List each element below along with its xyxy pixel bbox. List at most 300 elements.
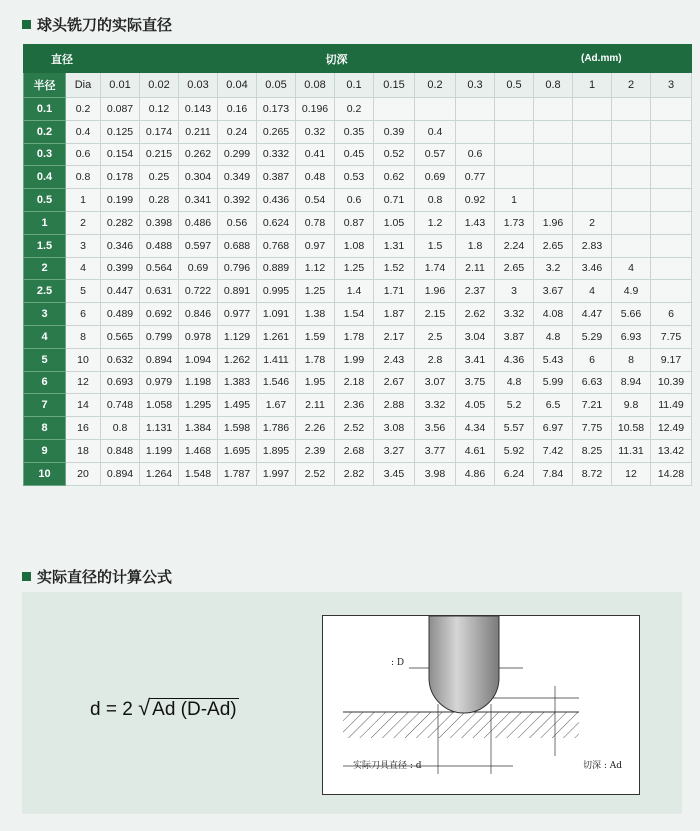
value-cell: 0.332 [257, 143, 296, 166]
table-row [24, 166, 692, 189]
value-cell: 2.26 [296, 417, 335, 440]
radius-cell: 3 [24, 303, 66, 326]
section-title-formula [22, 566, 172, 587]
dia-cell: 20 [66, 462, 101, 485]
value-cell: 1.295 [179, 394, 218, 417]
value-cell: 4.9 [612, 280, 651, 303]
value-cell: 10.58 [612, 417, 651, 440]
value-cell: 0.174 [140, 120, 179, 143]
value-cell: 0.8 [415, 189, 456, 212]
value-cell: 0.392 [218, 189, 257, 212]
value-cell: 0.398 [140, 211, 179, 234]
value-cell [612, 189, 651, 212]
value-cell: 11.31 [612, 439, 651, 462]
value-cell: 2.5 [415, 325, 456, 348]
value-cell: 3.32 [495, 303, 534, 326]
radius-cell: 5 [24, 348, 66, 371]
table-row [24, 303, 692, 326]
radius-cell: 1 [24, 211, 66, 234]
value-cell: 9.8 [612, 394, 651, 417]
dia-cell: 8 [66, 325, 101, 348]
value-cell: 1.25 [296, 280, 335, 303]
formula-lhs: d = 2 [90, 699, 133, 720]
value-cell: 0.154 [101, 143, 140, 166]
value-cell: 3.56 [415, 417, 456, 440]
value-cell: 3.27 [374, 439, 415, 462]
value-cell: 6.5 [534, 394, 573, 417]
value-cell: 2.82 [335, 462, 374, 485]
header-depth: 切深 [101, 45, 573, 73]
value-cell: 1.8 [456, 234, 495, 257]
value-cell [573, 166, 612, 189]
value-cell: 1.74 [415, 257, 456, 280]
radius-cell: 9 [24, 439, 66, 462]
value-cell: 2.15 [415, 303, 456, 326]
dia-cell: 0.8 [66, 166, 101, 189]
value-cell: 1.495 [218, 394, 257, 417]
dia-cell: 0.4 [66, 120, 101, 143]
value-cell: 0.45 [335, 143, 374, 166]
value-cell: 1.73 [495, 211, 534, 234]
value-cell: 0.436 [257, 189, 296, 212]
value-cell: 0.894 [101, 462, 140, 485]
value-cell: 6.63 [573, 371, 612, 394]
value-cell: 0.977 [218, 303, 257, 326]
radius-cell: 7 [24, 394, 66, 417]
value-cell: 2.43 [374, 348, 415, 371]
value-cell [612, 234, 651, 257]
value-cell: 0.722 [179, 280, 218, 303]
label-ad: 切深 : Ad [583, 761, 623, 771]
value-cell: 0.28 [140, 189, 179, 212]
value-cell: 0.92 [456, 189, 495, 212]
radius-cell: 10 [24, 462, 66, 485]
radius-cell: 0.1 [24, 98, 66, 121]
value-cell: 1.12 [296, 257, 335, 280]
value-cell: 0.173 [257, 98, 296, 121]
table-header-row [24, 45, 692, 73]
value-cell: 2.65 [534, 234, 573, 257]
table-row [24, 211, 692, 234]
value-cell: 1.264 [140, 462, 179, 485]
value-cell: 0.2 [335, 98, 374, 121]
value-cell: 1.43 [456, 211, 495, 234]
value-cell: 0.97 [296, 234, 335, 257]
value-cell: 3.07 [415, 371, 456, 394]
value-cell: 0.692 [140, 303, 179, 326]
value-cell: 1.71 [374, 280, 415, 303]
value-cell: 1 [495, 189, 534, 212]
value-cell [612, 166, 651, 189]
value-cell: 2.52 [335, 417, 374, 440]
value-cell: 0.87 [335, 211, 374, 234]
value-cell: 0.693 [101, 371, 140, 394]
value-cell: 7.75 [573, 417, 612, 440]
table-row [24, 98, 692, 121]
depth-header: 0.08 [296, 73, 335, 98]
value-cell: 1.468 [179, 439, 218, 462]
value-cell: 0.62 [374, 166, 415, 189]
value-cell: 0.12 [140, 98, 179, 121]
dia-cell: 2 [66, 211, 101, 234]
diameter-table [23, 44, 692, 486]
value-cell [651, 257, 692, 280]
value-cell [651, 98, 692, 121]
value-cell: 0.768 [257, 234, 296, 257]
value-cell: 2.24 [495, 234, 534, 257]
value-cell: 0.16 [218, 98, 257, 121]
bullet-square-icon [22, 20, 31, 29]
value-cell: 3.32 [415, 394, 456, 417]
value-cell: 0.889 [257, 257, 296, 280]
section-title-text: 球头铣刀的实际直径 [37, 16, 173, 34]
depth-header: 1 [573, 73, 612, 98]
dia-cell: 3 [66, 234, 101, 257]
value-cell: 1.129 [218, 325, 257, 348]
value-cell [495, 166, 534, 189]
value-cell [415, 98, 456, 121]
value-cell: 1.411 [257, 348, 296, 371]
value-cell: 13.42 [651, 439, 692, 462]
value-cell [612, 98, 651, 121]
depth-header: 0.5 [495, 73, 534, 98]
dia-cell: 16 [66, 417, 101, 440]
value-cell: 3.45 [374, 462, 415, 485]
table-row [24, 143, 692, 166]
depth-header: 0.03 [179, 73, 218, 98]
formula [90, 695, 239, 721]
header-dia: Dia [66, 73, 101, 98]
value-cell: 2.11 [296, 394, 335, 417]
value-cell [534, 166, 573, 189]
value-cell [495, 143, 534, 166]
value-cell [573, 189, 612, 212]
value-cell: 0.265 [257, 120, 296, 143]
value-cell: 1.08 [335, 234, 374, 257]
value-cell [651, 120, 692, 143]
value-cell: 3.08 [374, 417, 415, 440]
value-cell: 1.997 [257, 462, 296, 485]
value-cell [573, 143, 612, 166]
value-cell: 8.72 [573, 462, 612, 485]
value-cell [573, 98, 612, 121]
radius-cell: 0.3 [24, 143, 66, 166]
value-cell: 1.786 [257, 417, 296, 440]
value-cell: 1.895 [257, 439, 296, 462]
value-cell: 0.299 [218, 143, 257, 166]
value-cell: 1.59 [296, 325, 335, 348]
value-cell: 1.96 [534, 211, 573, 234]
value-cell: 7.75 [651, 325, 692, 348]
value-cell [495, 120, 534, 143]
value-cell: 0.143 [179, 98, 218, 121]
value-cell: 3.2 [534, 257, 573, 280]
depth-header: 0.1 [335, 73, 374, 98]
value-cell: 0.399 [101, 257, 140, 280]
tool-body [429, 616, 499, 713]
value-cell: 0.979 [140, 371, 179, 394]
value-cell: 5.43 [534, 348, 573, 371]
value-cell: 1.99 [335, 348, 374, 371]
value-cell: 0.52 [374, 143, 415, 166]
value-cell: 4.47 [573, 303, 612, 326]
value-cell: 2.68 [335, 439, 374, 462]
value-cell: 0.125 [101, 120, 140, 143]
value-cell [651, 189, 692, 212]
section-title-ball-end-mill [22, 14, 172, 35]
value-cell: 5.29 [573, 325, 612, 348]
value-cell: 2.67 [374, 371, 415, 394]
value-cell: 0.78 [296, 211, 335, 234]
value-cell: 3 [495, 280, 534, 303]
value-cell: 1.95 [296, 371, 335, 394]
value-cell: 2.83 [573, 234, 612, 257]
value-cell [651, 211, 692, 234]
value-cell: 1.4 [335, 280, 374, 303]
value-cell [534, 189, 573, 212]
table-subheader-row [24, 73, 692, 98]
value-cell: 3.75 [456, 371, 495, 394]
value-cell: 1.787 [218, 462, 257, 485]
value-cell: 9.17 [651, 348, 692, 371]
value-cell: 0.387 [257, 166, 296, 189]
value-cell: 0.24 [218, 120, 257, 143]
value-cell: 5.66 [612, 303, 651, 326]
value-cell: 12.49 [651, 417, 692, 440]
value-cell: 0.349 [218, 166, 257, 189]
value-cell: 0.488 [140, 234, 179, 257]
value-cell: 11.49 [651, 394, 692, 417]
table-row [24, 394, 692, 417]
dia-cell: 0.2 [66, 98, 101, 121]
radius-cell: 1.5 [24, 234, 66, 257]
value-cell: 7.21 [573, 394, 612, 417]
value-cell: 0.978 [179, 325, 218, 348]
value-cell: 0.53 [335, 166, 374, 189]
value-cell: 0.486 [179, 211, 218, 234]
table-row [24, 462, 692, 485]
value-cell: 4.05 [456, 394, 495, 417]
depth-header: 0.3 [456, 73, 495, 98]
table-row [24, 417, 692, 440]
value-cell: 5.99 [534, 371, 573, 394]
depth-header: 0.04 [218, 73, 257, 98]
value-cell: 1.091 [257, 303, 296, 326]
value-cell: 0.35 [335, 120, 374, 143]
value-cell: 0.748 [101, 394, 140, 417]
value-cell: 3.77 [415, 439, 456, 462]
value-cell: 6.97 [534, 417, 573, 440]
value-cell: 1.261 [257, 325, 296, 348]
value-cell: 3.98 [415, 462, 456, 485]
label-d: 实际刀具直径 : d [353, 761, 422, 771]
value-cell: 1.131 [140, 417, 179, 440]
value-cell [612, 120, 651, 143]
value-cell: 0.6 [335, 189, 374, 212]
value-cell: 1.384 [179, 417, 218, 440]
dia-cell: 5 [66, 280, 101, 303]
value-cell: 1.548 [179, 462, 218, 485]
value-cell: 1.094 [179, 348, 218, 371]
value-cell: 0.282 [101, 211, 140, 234]
value-cell: 0.71 [374, 189, 415, 212]
value-cell: 2.8 [415, 348, 456, 371]
value-cell: 0.69 [179, 257, 218, 280]
value-cell: 5.57 [495, 417, 534, 440]
value-cell: 1.78 [335, 325, 374, 348]
value-cell: 1.67 [257, 394, 296, 417]
radius-cell: 6 [24, 371, 66, 394]
depth-header: 0.15 [374, 73, 415, 98]
value-cell: 5.92 [495, 439, 534, 462]
radius-cell: 4 [24, 325, 66, 348]
table-row [24, 189, 692, 212]
dia-cell: 12 [66, 371, 101, 394]
value-cell [534, 143, 573, 166]
value-cell: 0.6 [456, 143, 495, 166]
value-cell: 0.39 [374, 120, 415, 143]
value-cell: 0.199 [101, 189, 140, 212]
value-cell: 3.87 [495, 325, 534, 348]
value-cell: 0.624 [257, 211, 296, 234]
value-cell: 4 [612, 257, 651, 280]
value-cell: 7.42 [534, 439, 573, 462]
value-cell: 1.546 [257, 371, 296, 394]
value-cell [651, 234, 692, 257]
value-cell: 2.18 [335, 371, 374, 394]
value-cell: 2.62 [456, 303, 495, 326]
value-cell: 0.891 [218, 280, 257, 303]
value-cell: 0.56 [218, 211, 257, 234]
value-cell: 6.24 [495, 462, 534, 485]
table-row [24, 257, 692, 280]
value-cell: 0.796 [218, 257, 257, 280]
dia-cell: 14 [66, 394, 101, 417]
dia-cell: 6 [66, 303, 101, 326]
value-cell: 0.447 [101, 280, 140, 303]
value-cell: 0.597 [179, 234, 218, 257]
value-cell: 0.995 [257, 280, 296, 303]
table-row [24, 325, 692, 348]
value-cell: 8.25 [573, 439, 612, 462]
value-cell: 1.25 [335, 257, 374, 280]
value-cell: 1.695 [218, 439, 257, 462]
radius-cell: 0.2 [24, 120, 66, 143]
value-cell: 4.34 [456, 417, 495, 440]
header-diameter: 直径 [24, 45, 101, 73]
depth-header: 0.01 [101, 73, 140, 98]
value-cell: 0.848 [101, 439, 140, 462]
value-cell: 4 [573, 280, 612, 303]
value-cell: 2 [573, 211, 612, 234]
value-cell [374, 98, 415, 121]
value-cell: 0.087 [101, 98, 140, 121]
radius-cell: 0.5 [24, 189, 66, 212]
value-cell [456, 120, 495, 143]
value-cell: 3.67 [534, 280, 573, 303]
dia-cell: 1 [66, 189, 101, 212]
value-cell: 1.54 [335, 303, 374, 326]
value-cell: 0.77 [456, 166, 495, 189]
value-cell: 4.61 [456, 439, 495, 462]
value-cell: 6.93 [612, 325, 651, 348]
value-cell: 0.346 [101, 234, 140, 257]
value-cell: 10.39 [651, 371, 692, 394]
value-cell: 4.8 [534, 325, 573, 348]
value-cell: 0.215 [140, 143, 179, 166]
value-cell: 1.598 [218, 417, 257, 440]
value-cell: 1.383 [218, 371, 257, 394]
table-row [24, 439, 692, 462]
value-cell: 1.38 [296, 303, 335, 326]
table-row [24, 280, 692, 303]
value-cell: 3.04 [456, 325, 495, 348]
dia-cell: 18 [66, 439, 101, 462]
value-cell: 2.39 [296, 439, 335, 462]
value-cell: 1.5 [415, 234, 456, 257]
depth-header: 3 [651, 73, 692, 98]
value-cell: 0.4 [415, 120, 456, 143]
value-cell: 0.41 [296, 143, 335, 166]
value-cell: 6 [651, 303, 692, 326]
value-cell: 5.2 [495, 394, 534, 417]
dia-cell: 4 [66, 257, 101, 280]
value-cell: 2.17 [374, 325, 415, 348]
value-cell: 0.341 [179, 189, 218, 212]
value-cell: 2.52 [296, 462, 335, 485]
radical-sign: √ [138, 695, 151, 720]
label-D: : D [391, 658, 405, 668]
value-cell: 2.36 [335, 394, 374, 417]
value-cell: 4.8 [495, 371, 534, 394]
value-cell: 6 [573, 348, 612, 371]
ball-end-mill-diagram [322, 615, 640, 795]
value-cell: 0.688 [218, 234, 257, 257]
value-cell [495, 98, 534, 121]
value-cell: 0.32 [296, 120, 335, 143]
value-cell: 12 [612, 462, 651, 485]
value-cell: 0.8 [101, 417, 140, 440]
value-cell: 1.31 [374, 234, 415, 257]
value-cell: 1.52 [374, 257, 415, 280]
radius-cell: 2 [24, 257, 66, 280]
dia-cell: 0.6 [66, 143, 101, 166]
value-cell: 0.631 [140, 280, 179, 303]
value-cell: 0.304 [179, 166, 218, 189]
value-cell: 3.41 [456, 348, 495, 371]
value-cell [651, 143, 692, 166]
workpiece-hatch [343, 712, 579, 738]
value-cell: 0.211 [179, 120, 218, 143]
table-row [24, 348, 692, 371]
value-cell: 2.11 [456, 257, 495, 280]
value-cell: 1.058 [140, 394, 179, 417]
dia-cell: 10 [66, 348, 101, 371]
value-cell: 0.632 [101, 348, 140, 371]
value-cell: 8 [612, 348, 651, 371]
header-radius: 半径 [24, 73, 66, 98]
value-cell: 8.94 [612, 371, 651, 394]
value-cell: 0.894 [140, 348, 179, 371]
value-cell: 4.08 [534, 303, 573, 326]
section-title-text: 实际直径的计算公式 [37, 568, 173, 586]
value-cell: 1.96 [415, 280, 456, 303]
value-cell: 0.178 [101, 166, 140, 189]
value-cell: 7.84 [534, 462, 573, 485]
table-row [24, 120, 692, 143]
value-cell: 0.54 [296, 189, 335, 212]
table-row [24, 234, 692, 257]
